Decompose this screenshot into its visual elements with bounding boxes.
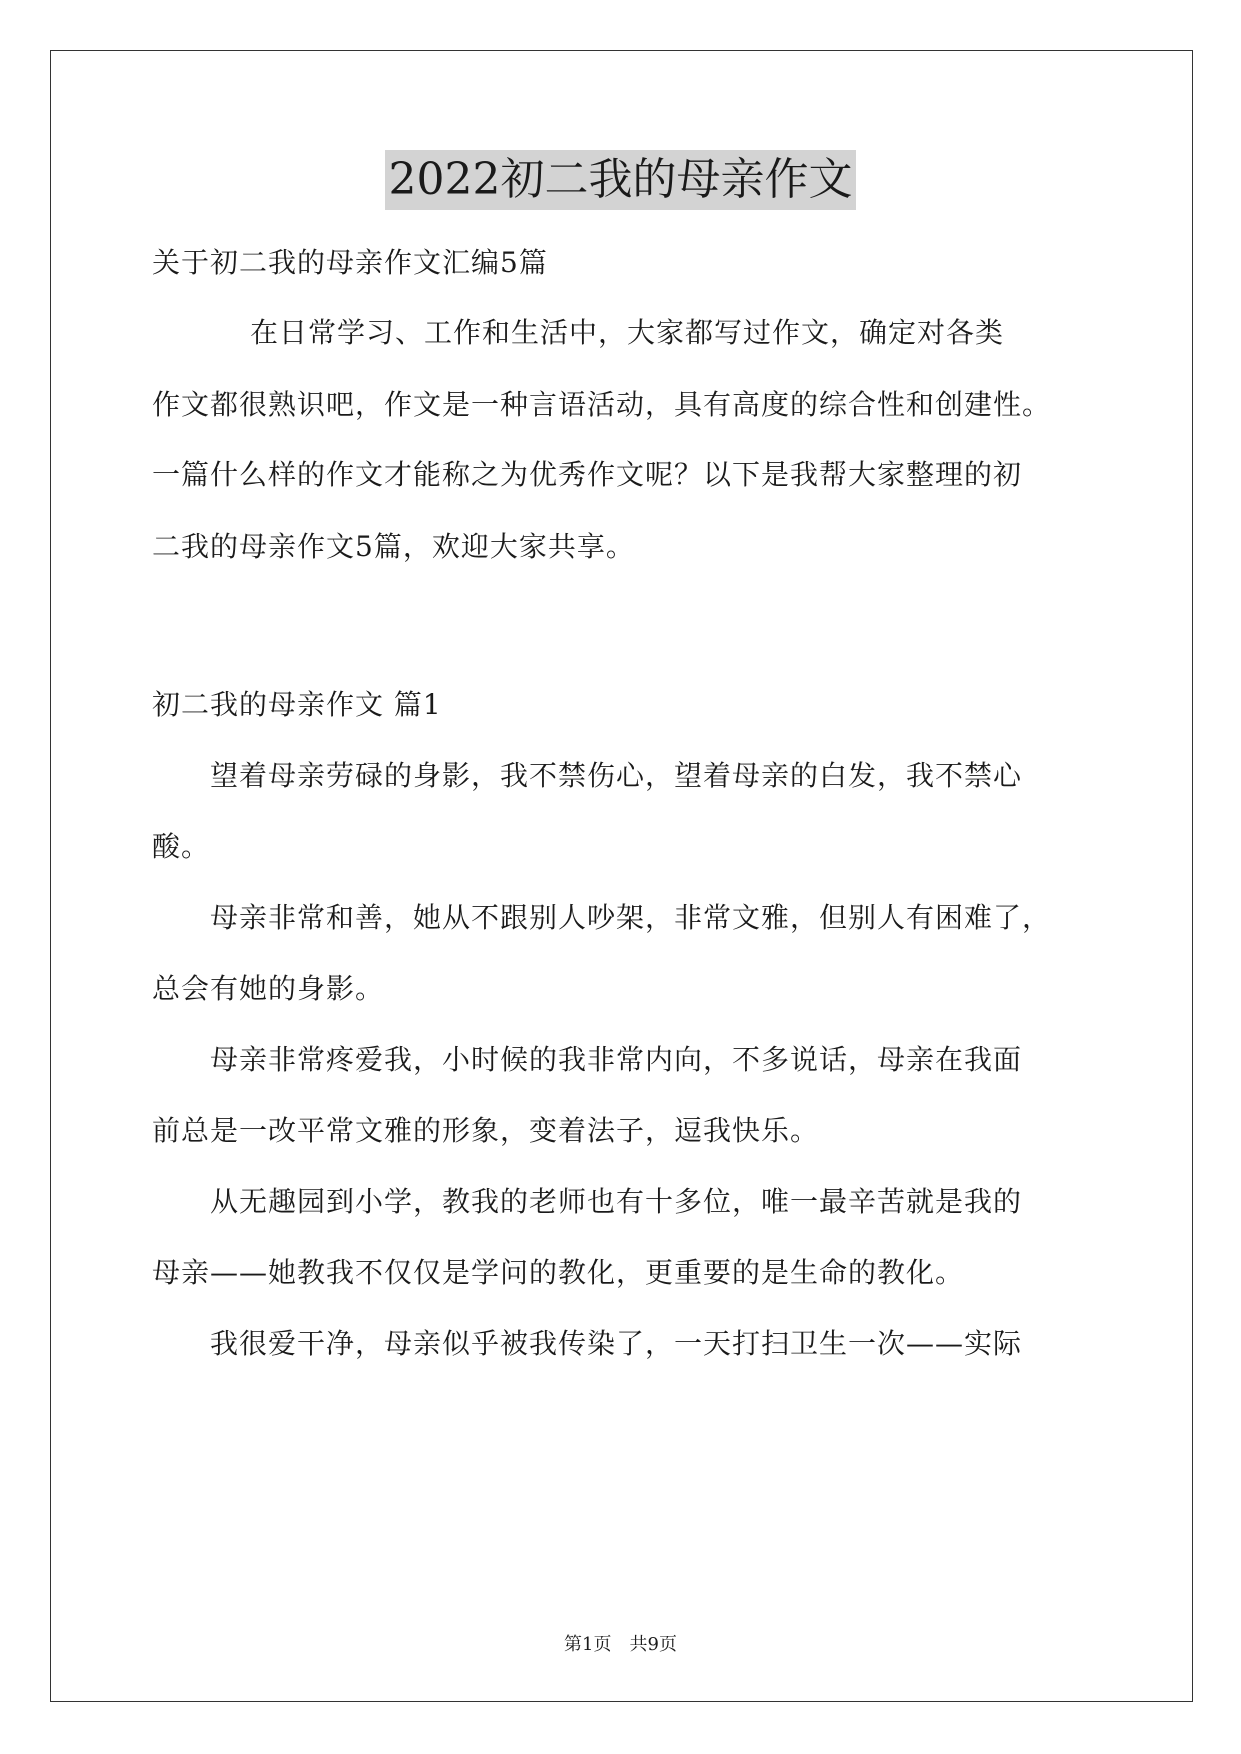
title-container: [0, 150, 1241, 210]
intro-line: 二我的母亲作文5篇，欢迎大家共享。: [152, 530, 635, 563]
page-footer: [0, 1633, 1241, 1657]
body-line: 从无趣园到小学，教我的老师也有十多位，唯一最辛苦就是我的: [210, 1185, 1023, 1218]
page-number: 第1页: [564, 1634, 612, 1655]
page-border: [50, 50, 1193, 1702]
intro-line: 一篇什么样的作文才能称之为优秀作文呢？以下是我帮大家整理的初: [152, 458, 1023, 491]
body-line: 母亲非常和善，她从不跟别人吵架，非常文雅，但别人有困难了，: [210, 901, 1052, 934]
document-title: 2022初二我的母亲作文: [385, 150, 857, 210]
body-line: 我很爱干净，母亲似乎被我传染了，一天打扫卫生一次——实际: [210, 1327, 1023, 1360]
section-heading: 初二我的母亲作文 篇1: [152, 688, 442, 721]
body-line: 酸。: [152, 830, 211, 863]
body-line: 母亲非常疼爱我，小时候的我非常内向，不多说话，母亲在我面: [210, 1043, 1023, 1076]
document-subtitle: 关于初二我的母亲作文汇编5篇: [152, 246, 548, 279]
page-total: 共9页: [629, 1634, 677, 1655]
body-line: 前总是一改平常文雅的形象，变着法子，逗我快乐。: [152, 1114, 820, 1147]
body-line: 总会有她的身影。: [152, 972, 385, 1005]
body-line: 望着母亲劳碌的身影，我不禁伤心，望着母亲的白发，我不禁心: [210, 759, 1023, 792]
body-line: 母亲——她教我不仅仅是学问的教化，更重要的是生命的教化。: [152, 1256, 965, 1289]
intro-line: 作文都很熟识吧，作文是一种言语活动，具有高度的综合性和创建性。: [152, 388, 1052, 421]
intro-line: 在日常学习、工作和生活中，大家都写过作文，确定对各类: [250, 316, 1005, 349]
